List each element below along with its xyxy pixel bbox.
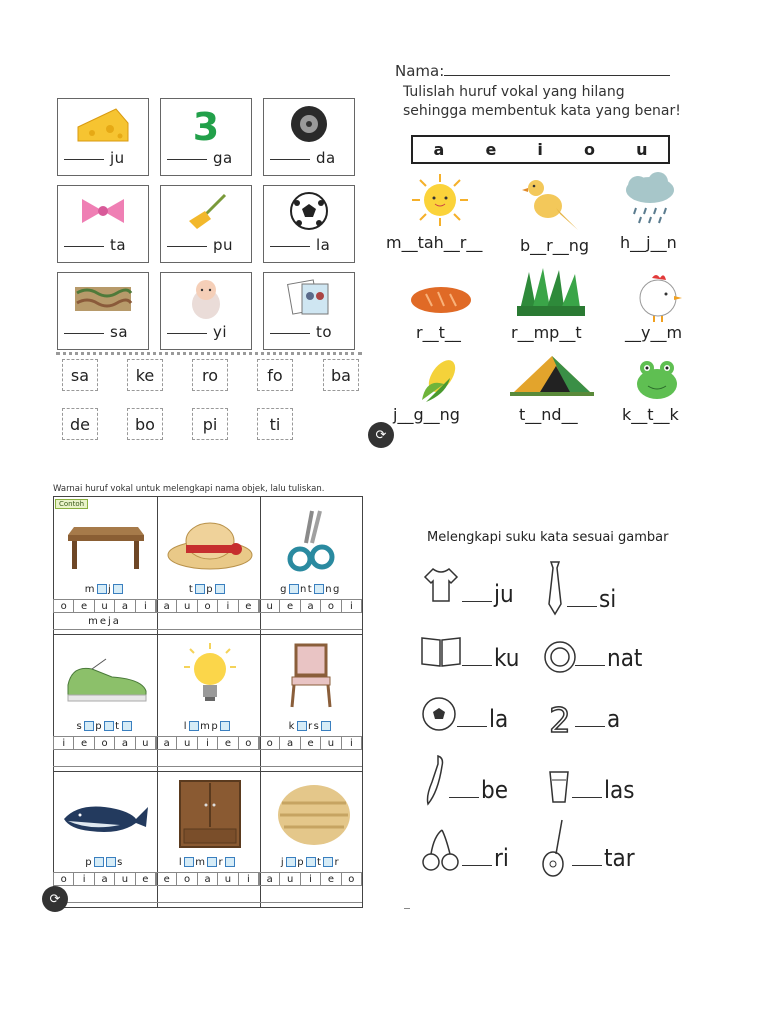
- card-bow: [57, 185, 149, 263]
- letter-pattern: [156, 857, 259, 868]
- syllable-row: ju: [460, 580, 514, 608]
- vowel-choice[interactable]: o: [95, 736, 115, 750]
- pattern-letter: t: [115, 721, 121, 732]
- card-syllable: la: [316, 236, 331, 254]
- svg-text:2: 2: [549, 701, 571, 736]
- tire-icon: [289, 104, 329, 144]
- pattern-letter: s: [313, 721, 321, 732]
- vowel-choice[interactable]: i: [218, 599, 238, 613]
- shirt-icon: [421, 565, 461, 605]
- vowel-slot[interactable]: [215, 584, 225, 594]
- vowel-a: a: [433, 140, 445, 159]
- vowel-slot[interactable]: [323, 857, 333, 867]
- photos-icon: [284, 278, 334, 318]
- syllable-row: tar: [570, 844, 635, 872]
- ws3-title: Warnai huruf vokal untuk melengkapi nama objek, lalu tuliskan.: [53, 484, 325, 494]
- vowel-choice[interactable]: i: [136, 599, 156, 613]
- vowel-slot[interactable]: [220, 721, 230, 731]
- syllable-option: ba: [323, 359, 359, 391]
- syllable-row: be: [447, 776, 508, 804]
- syllable-option: ke: [127, 359, 163, 391]
- syllable-row: ku: [460, 644, 519, 672]
- vowel-choice[interactable]: i: [301, 872, 321, 886]
- vowel-choice[interactable]: e: [74, 736, 94, 750]
- letter-pattern: [53, 584, 156, 595]
- cherry-icon: [420, 826, 462, 872]
- syllable-option: ti: [257, 408, 293, 440]
- vowel-choice[interactable]: o: [321, 599, 341, 613]
- vowel-choice[interactable]: e: [239, 599, 259, 613]
- svg-text:3: 3: [192, 105, 220, 144]
- answer-line[interactable]: [259, 889, 362, 903]
- pattern-letter: s: [117, 857, 124, 868]
- syllable-row: si: [565, 585, 616, 613]
- vowel-choice[interactable]: o: [239, 736, 259, 750]
- pattern-letter: r: [218, 857, 225, 868]
- card-syllable: ta: [110, 236, 127, 254]
- letter-pattern: [53, 721, 156, 732]
- answer-line[interactable]: [259, 616, 362, 630]
- card-cheese: [57, 98, 149, 176]
- vowel-bar: [411, 135, 670, 164]
- batik-cloth-icon: [73, 281, 133, 315]
- pattern-letter: m: [200, 721, 212, 732]
- scan-badge-icon: ⟳: [368, 422, 394, 448]
- pattern-letter: p: [211, 721, 220, 732]
- whale-icon: [60, 797, 152, 837]
- vowel-choice-strip: [156, 599, 259, 613]
- syllable-option: pi: [192, 408, 228, 440]
- vowel-slot[interactable]: [94, 857, 104, 867]
- vowel-word: k__t__k: [622, 405, 679, 424]
- vowel-choice[interactable]: a: [280, 736, 300, 750]
- card-three: [160, 98, 252, 176]
- instruction-line-1: Tulislah huruf vokal yang hilang: [403, 84, 625, 100]
- vowel-choice[interactable]: a: [115, 736, 135, 750]
- card-baby: [160, 272, 252, 350]
- pattern-letter: k: [288, 721, 296, 732]
- vowel-slot[interactable]: [306, 857, 316, 867]
- vowel-choice[interactable]: i: [342, 736, 362, 750]
- vowel-slot[interactable]: [122, 721, 132, 731]
- footer-mark: [404, 908, 410, 909]
- vowel-word: m__tah__r__: [386, 233, 483, 252]
- pattern-letter: t: [317, 857, 323, 868]
- hat-icon: [166, 515, 254, 573]
- vowel-slot[interactable]: [104, 721, 114, 731]
- table-icon: [64, 525, 148, 571]
- number-two-icon: [545, 700, 575, 736]
- vowel-choice[interactable]: u: [259, 599, 280, 613]
- pattern-letter: g: [280, 584, 288, 595]
- vowel-choice[interactable]: e: [280, 599, 300, 613]
- example-tag: Contoh: [55, 499, 88, 509]
- card-syllable: pu: [213, 236, 234, 254]
- ball-icon: [421, 696, 457, 732]
- vowel-choice[interactable]: i: [342, 599, 362, 613]
- worksheet-color-vowels: [53, 496, 363, 908]
- vowel-slot[interactable]: [297, 721, 307, 731]
- vowel-choice[interactable]: e: [74, 599, 94, 613]
- vowel-choice[interactable]: o: [53, 872, 74, 886]
- letter-pattern: [53, 857, 156, 868]
- pattern-letter: t: [188, 584, 195, 595]
- card-syllable: to: [316, 323, 333, 341]
- vowel-slot[interactable]: [184, 857, 194, 867]
- answer-line[interactable]: [156, 889, 259, 903]
- syllable-row: a: [573, 705, 620, 733]
- pattern-letter: p: [85, 857, 94, 868]
- vowel-choice[interactable]: u: [115, 872, 135, 886]
- card-cloth: [57, 272, 149, 350]
- card-syllable: sa: [110, 323, 129, 341]
- pattern-letter: l: [178, 857, 184, 868]
- vowel-choice[interactable]: a: [259, 872, 280, 886]
- syllable-row: ri: [460, 844, 509, 872]
- card-syllable: yi: [213, 323, 228, 341]
- scissors-icon: [282, 507, 342, 575]
- vowel-choice-strip: [53, 736, 156, 750]
- vowel-slot[interactable]: [225, 857, 235, 867]
- pattern-letter: s: [76, 721, 84, 732]
- plate-icon: [543, 640, 577, 674]
- pattern-letter: r: [334, 857, 341, 868]
- vowel-choice[interactable]: e: [218, 736, 238, 750]
- syllable-option: ro: [192, 359, 228, 391]
- answer-line[interactable]: [53, 753, 156, 767]
- answer-line[interactable]: [259, 753, 362, 767]
- answer-line[interactable]: [156, 616, 259, 630]
- vowel-word: __y__m: [625, 323, 683, 342]
- pattern-letter: n: [299, 584, 308, 595]
- vowel-word: b__r__ng: [520, 236, 590, 255]
- vowel-choice-strip: [53, 872, 156, 886]
- vowel-choice[interactable]: o: [259, 736, 280, 750]
- answer-line[interactable]: [53, 889, 156, 903]
- vowel-choice-strip: [259, 599, 362, 613]
- vowel-choice[interactable]: i: [198, 736, 218, 750]
- vowel-slot[interactable]: [113, 584, 123, 594]
- vowel-word: j__g__ng: [393, 405, 460, 424]
- pattern-letter: l: [183, 721, 189, 732]
- pattern-letter: p: [95, 721, 104, 732]
- glass-icon: [548, 770, 570, 804]
- bird-icon: [520, 174, 580, 234]
- instruction-line-2: sehingga membentuk kata yang benar!: [403, 103, 681, 119]
- vowel-choice-strip: [53, 599, 156, 613]
- vowel-choice[interactable]: u: [218, 872, 238, 886]
- bow-icon: [78, 195, 128, 227]
- shoe-icon: [62, 655, 150, 705]
- name-label: Nama:: [395, 62, 670, 80]
- answer-line[interactable]: meja: [53, 616, 156, 630]
- card-syllable: da: [316, 149, 336, 167]
- letter-pattern: [259, 584, 362, 595]
- guitar-icon: [540, 818, 570, 880]
- chair-icon: [286, 643, 336, 709]
- vowel-choice[interactable]: i: [53, 736, 74, 750]
- vowel-slot[interactable]: [289, 584, 299, 594]
- answer-line[interactable]: [156, 753, 259, 767]
- letter-pattern: [156, 584, 259, 595]
- vowel-choice[interactable]: u: [177, 736, 197, 750]
- vowel-choice[interactable]: i: [239, 872, 259, 886]
- tie-icon: [545, 560, 565, 616]
- vowel-choice[interactable]: u: [280, 872, 300, 886]
- vowel-slot[interactable]: [84, 721, 94, 731]
- number-three-icon: [186, 104, 226, 144]
- card-ball: [263, 185, 355, 263]
- pattern-letter: m: [84, 584, 96, 595]
- card-syllable: ju: [110, 149, 125, 167]
- vowel-word: t__nd__: [519, 405, 578, 424]
- vowel-choice[interactable]: o: [53, 599, 74, 613]
- vowel-choice[interactable]: o: [177, 872, 197, 886]
- vowel-o: o: [583, 140, 595, 159]
- lamp-icon: [178, 641, 242, 707]
- letter-pattern: [156, 721, 259, 732]
- dotted-divider: [56, 352, 362, 355]
- vowel-word: r__mp__t: [511, 323, 582, 342]
- syllable-row: las: [570, 776, 634, 804]
- pattern-letter: r: [307, 721, 314, 732]
- vowel-e: e: [485, 140, 497, 159]
- tent-icon: [510, 352, 594, 398]
- vowel-choice-strip: [156, 736, 259, 750]
- scan-badge-icon: ⟳: [42, 886, 68, 912]
- vowel-choice[interactable]: e: [301, 736, 321, 750]
- soccer-ball-icon: [289, 191, 329, 231]
- pattern-letter: t: [307, 584, 314, 595]
- vowel-choice-strip: [259, 736, 362, 750]
- vowel-choice[interactable]: a: [156, 736, 177, 750]
- vowel-choice[interactable]: u: [177, 599, 197, 613]
- rain-cloud-icon: [620, 172, 682, 226]
- pattern-letter: n: [325, 584, 334, 595]
- vowel-choice[interactable]: o: [198, 599, 218, 613]
- vowel-word: h__j__n: [620, 233, 677, 252]
- syllable-option: fo: [257, 359, 293, 391]
- pattern-letter: j: [107, 584, 113, 595]
- syllable-option: de: [62, 408, 98, 440]
- card-broom: [160, 185, 252, 263]
- vowel-choice-strip: [156, 872, 259, 886]
- pattern-letter: p: [206, 584, 215, 595]
- vowel-choice[interactable]: a: [198, 872, 218, 886]
- letter-pattern: [259, 857, 362, 868]
- sun-icon: [408, 172, 472, 228]
- vowel-choice[interactable]: a: [301, 599, 321, 613]
- vowel-choice[interactable]: a: [95, 872, 115, 886]
- vowel-choice[interactable]: e: [136, 872, 156, 886]
- vowel-word: r__t__: [416, 323, 461, 342]
- vowel-choice[interactable]: a: [115, 599, 135, 613]
- vowel-slot[interactable]: [189, 721, 199, 731]
- vowel-choice-strip: [259, 872, 362, 886]
- vowel-slot[interactable]: [195, 584, 205, 594]
- vowel-slot[interactable]: [314, 584, 324, 594]
- chicken-icon: [630, 268, 686, 324]
- letter-pattern: [259, 721, 362, 732]
- vowel-choice[interactable]: i: [74, 872, 94, 886]
- vowel-i: i: [537, 140, 543, 159]
- vowel-choice[interactable]: e: [321, 872, 341, 886]
- broom-icon: [181, 191, 231, 231]
- vowel-slot[interactable]: [321, 721, 331, 731]
- pattern-letter: p: [297, 857, 306, 868]
- book-icon: [420, 634, 462, 668]
- ws4-title: Melengkapi suku kata sesuai gambar: [427, 530, 669, 545]
- pattern-letter: m: [195, 857, 207, 868]
- vowel-choice[interactable]: u: [136, 736, 156, 750]
- vowel-choice[interactable]: a: [156, 599, 177, 613]
- corn-icon: [416, 354, 464, 404]
- wardrobe-icon: [178, 779, 242, 851]
- vowel-slot[interactable]: [97, 584, 107, 594]
- baby-icon: [186, 276, 226, 320]
- frog-icon: [632, 356, 682, 402]
- vowel-slot[interactable]: [106, 857, 116, 867]
- syllable-option: sa: [62, 359, 98, 391]
- card-syllable: ga: [213, 149, 233, 167]
- card-tire: [263, 98, 355, 176]
- syllable-row: nat: [573, 644, 642, 672]
- planet-icon: [276, 783, 352, 847]
- vowel-slot[interactable]: [207, 857, 217, 867]
- vowel-choice[interactable]: e: [156, 872, 177, 886]
- pattern-letter: g: [333, 584, 341, 595]
- vowel-choice[interactable]: u: [321, 736, 341, 750]
- pattern-letter: j: [280, 857, 286, 868]
- bread-icon: [408, 284, 474, 316]
- syllable-row: la: [455, 705, 508, 733]
- vowel-choice[interactable]: o: [342, 872, 362, 886]
- vowel-u: u: [636, 140, 648, 159]
- syllable-option: bo: [127, 408, 163, 440]
- vowel-slot[interactable]: [286, 857, 296, 867]
- cheese-icon: [76, 105, 130, 143]
- vowel-choice[interactable]: u: [95, 599, 115, 613]
- grass-icon: [515, 266, 587, 316]
- card-photos: [263, 272, 355, 350]
